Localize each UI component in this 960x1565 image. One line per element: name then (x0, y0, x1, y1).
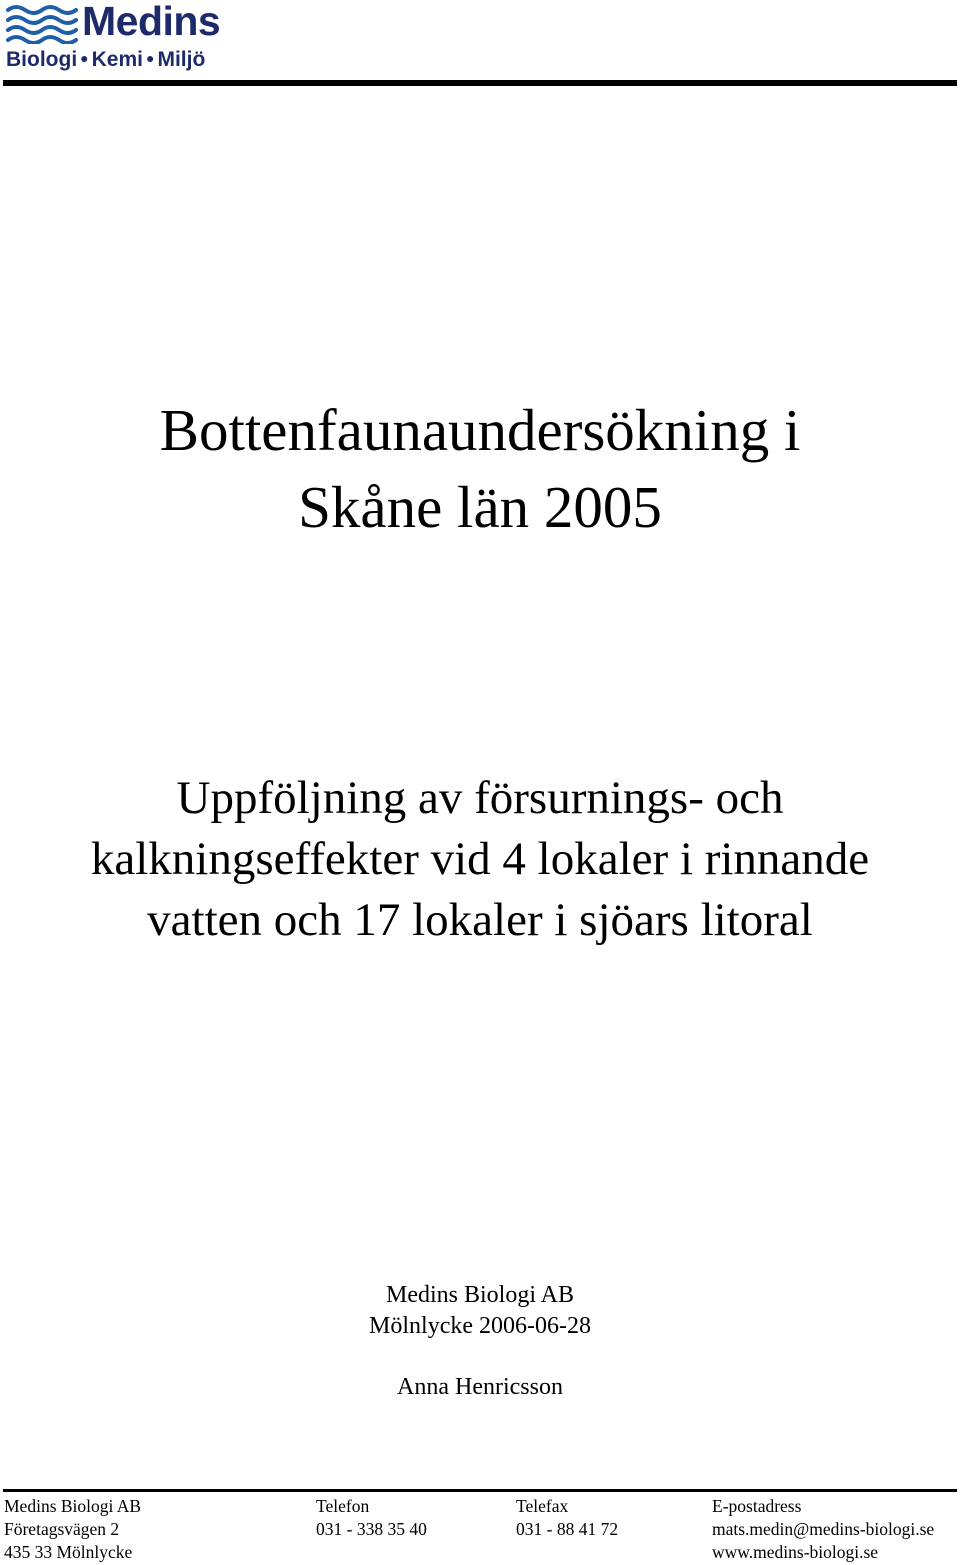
footer-phone-label: Telefon (316, 1496, 370, 1516)
author-name: Anna Henricsson (397, 1374, 563, 1400)
footer-phone (316, 1495, 427, 1541)
bullet-icon: ● (145, 50, 155, 66)
title-line-2: Skåne län 2005 (298, 474, 662, 540)
footer-fax (516, 1495, 618, 1541)
footer-fax-label: Telefax (516, 1496, 569, 1516)
footer (0, 1495, 960, 1565)
subtitle-line-1: Uppföljning av försurnings- och (176, 772, 784, 824)
publisher-company: Medins Biologi AB (385, 1282, 575, 1308)
report-title (0, 392, 960, 546)
publisher-place-date: Mölnlycke 2006-06-28 (369, 1313, 591, 1339)
tagline-miljo: Miljö (157, 48, 206, 71)
footer-email-label: E-postadress (712, 1496, 802, 1516)
tagline-kemi: Kemi (91, 48, 143, 71)
footer-fax-value: 031 - 88 41 72 (516, 1519, 619, 1539)
footer-email-address[interactable]: mats.medin@medins-biologi.se (712, 1519, 935, 1539)
footer-postal: 435 33 Mölnlycke (4, 1542, 133, 1562)
footer-street: Företagsvägen 2 (4, 1519, 120, 1539)
subtitle-line-3: vatten och 17 lokaler i sjöars litoral (147, 894, 813, 946)
bullet-icon: ● (80, 50, 89, 66)
report-subtitle (0, 768, 960, 951)
company-logo (6, 2, 256, 74)
tagline-biologi: Biologi (6, 48, 78, 71)
footer-website[interactable]: www.medins-biologi.se (712, 1542, 879, 1562)
footer-divider (3, 1489, 957, 1492)
publisher-block (0, 1280, 960, 1342)
header-divider (3, 80, 957, 86)
logo-tagline (6, 48, 205, 72)
footer-phone-value: 031 - 338 35 40 (316, 1519, 427, 1539)
footer-company-name: Medins Biologi AB (4, 1496, 142, 1516)
logo-name: Medins (82, 0, 221, 44)
footer-company (4, 1495, 141, 1564)
footer-email (712, 1495, 934, 1564)
title-line-1: Bottenfaunaundersökning i (159, 397, 801, 463)
subtitle-line-2: kalkningseffekter vid 4 lokaler i rinnande (90, 833, 870, 885)
waves-icon (6, 4, 78, 44)
